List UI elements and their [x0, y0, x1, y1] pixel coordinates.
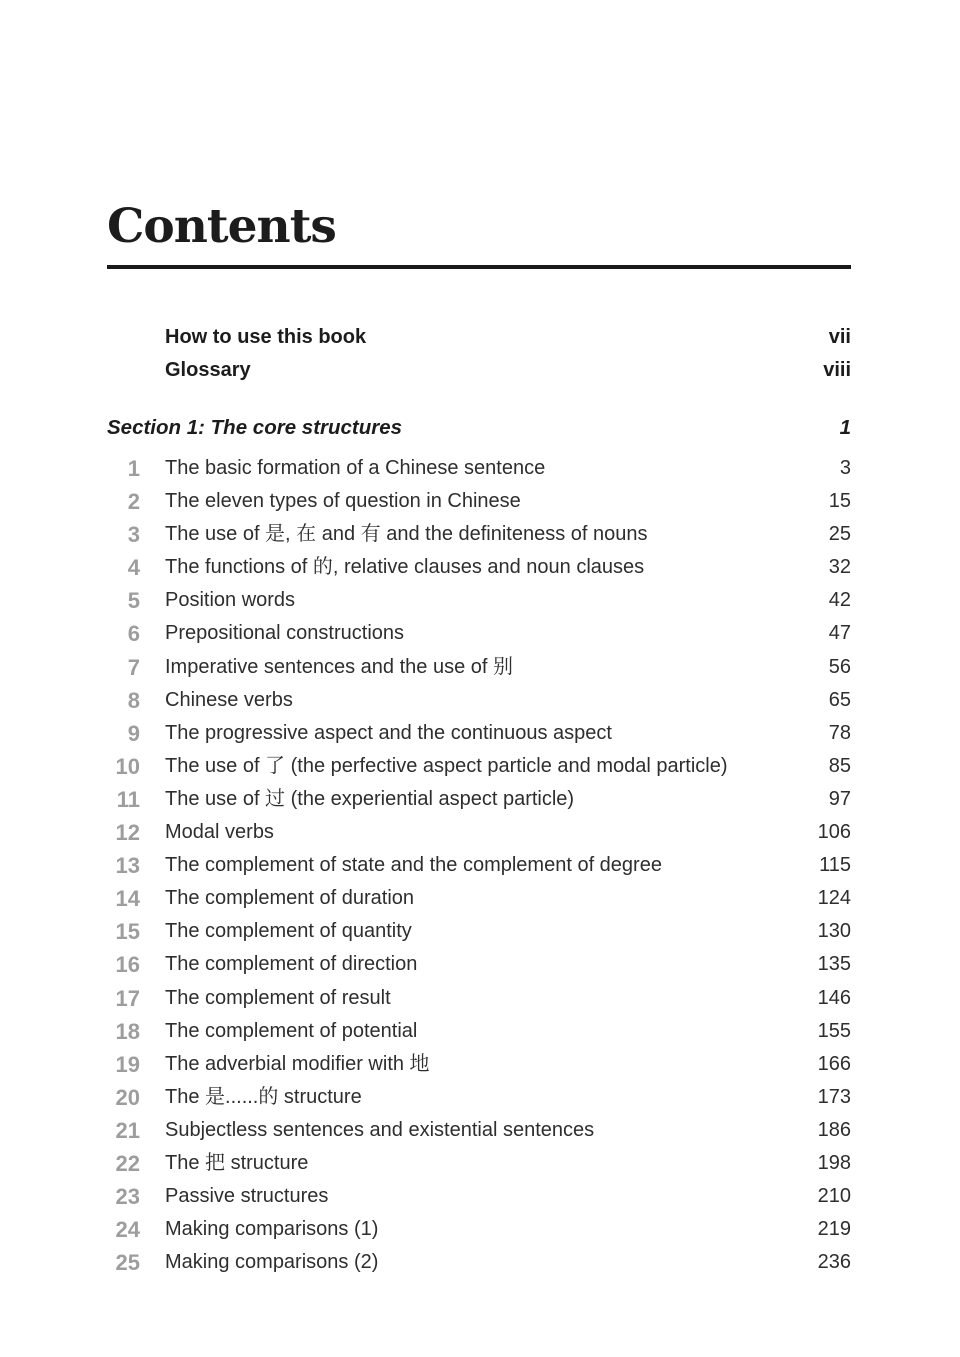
- chapter-number: 13: [115, 853, 140, 879]
- chapter-row: [107, 1213, 851, 1246]
- chapter-row: [107, 849, 851, 882]
- chapter-page-number: 78: [828, 721, 851, 744]
- chapter-page-number: 130: [817, 920, 851, 943]
- chapter-number: 11: [116, 786, 140, 812]
- chapter-row: [107, 1180, 851, 1213]
- chapter-page-number: 106: [817, 821, 851, 844]
- chapter-page-number: 173: [817, 1085, 851, 1108]
- chapter-row: [107, 948, 851, 981]
- chapter-row: [107, 882, 851, 915]
- chapter-row: [107, 1048, 851, 1081]
- chapter-page-number: 198: [817, 1151, 851, 1174]
- chapter-page-number: 124: [817, 887, 851, 910]
- chapter-page-number: 3: [839, 457, 851, 479]
- chapter-page-number: 155: [817, 1019, 851, 1042]
- chapter-page-number: 210: [817, 1185, 851, 1208]
- title-rule-divider: [107, 265, 851, 269]
- chapter-page-number: 146: [817, 986, 851, 1009]
- chapter-row: [107, 518, 851, 551]
- chapter-page-number: 219: [817, 1218, 851, 1241]
- chapter-number: 12: [115, 820, 140, 846]
- chapter-page-number: 135: [817, 953, 851, 976]
- chapter-title: The complement of result: [165, 986, 391, 1009]
- chapter-title: The complement of state and the complement of degree: [165, 854, 662, 877]
- chapter-title: Subjectless sentences and existential sentences: [165, 1118, 595, 1141]
- chapter-number: 25: [115, 1250, 140, 1276]
- chapter-title: Imperative sentences and the use of 别: [165, 655, 513, 678]
- chapter-row: [107, 651, 851, 684]
- chapter-row: [107, 485, 851, 518]
- chapter-number: 20: [115, 1084, 140, 1110]
- chapter-title: Making comparisons (1): [165, 1218, 379, 1241]
- chapter-title: The progressive aspect and the continuous aspect: [165, 721, 612, 744]
- chapter-number: 1: [127, 456, 140, 481]
- chapter-number: 9: [127, 720, 140, 746]
- chapter-title: The complement of potential: [165, 1019, 418, 1042]
- chapter-title: Position words: [165, 589, 296, 612]
- chapter-page-number: 65: [828, 688, 851, 711]
- chapter-title: The use of 了 (the perfective aspect particle and modal particle): [165, 754, 728, 777]
- chapter-number: 19: [115, 1051, 140, 1077]
- chapter-list: [107, 452, 851, 1279]
- chapter-row: [107, 816, 851, 849]
- chapter-page-number: 166: [817, 1052, 851, 1075]
- chapter-row: [107, 617, 851, 650]
- chapter-row: [107, 1015, 851, 1048]
- chapter-row: [107, 1246, 851, 1279]
- chapter-page-number: 85: [828, 754, 851, 777]
- chapter-row: [107, 452, 851, 485]
- chapter-title: The complement of duration: [165, 887, 415, 910]
- front-matter-row: [107, 321, 851, 354]
- section-heading-row: [107, 411, 851, 445]
- chapter-title: The functions of 的, relative clauses and noun clauses: [165, 556, 645, 579]
- chapter-row: [107, 1147, 851, 1180]
- front-matter-page-number: vii: [828, 326, 851, 348]
- chapter-row: [107, 551, 851, 584]
- chapter-page-number: 97: [828, 787, 851, 810]
- chapter-row: [107, 982, 851, 1015]
- chapter-title: Prepositional constructions: [165, 622, 405, 645]
- chapter-title: The use of 过 (the experiential aspect particle): [165, 787, 575, 810]
- chapter-number: 2: [127, 489, 140, 515]
- chapter-row: [107, 1081, 851, 1114]
- chapter-page-number: 42: [828, 589, 851, 612]
- front-matter-list: [107, 321, 851, 387]
- chapter-number: 16: [115, 952, 140, 978]
- chapter-title: Modal verbs: [165, 821, 274, 844]
- section-page-number: 1: [839, 416, 851, 439]
- chapter-number: 8: [127, 687, 140, 713]
- front-matter-label: Glossary: [165, 359, 251, 381]
- chapter-number: 15: [115, 919, 140, 945]
- chapter-row: [107, 915, 851, 948]
- chapter-number: 22: [115, 1150, 140, 1176]
- chapter-number: 10: [115, 753, 140, 779]
- chapter-number: 14: [115, 886, 140, 912]
- chapter-row: [107, 783, 851, 816]
- chapter-row: [107, 584, 851, 617]
- front-matter-page-number: viii: [823, 359, 851, 381]
- chapter-page-number: 25: [828, 523, 851, 546]
- chapter-number: 24: [115, 1217, 140, 1243]
- chapter-page-number: 47: [828, 622, 851, 645]
- chapter-number: 5: [127, 588, 140, 614]
- chapter-page-number: 115: [819, 854, 851, 877]
- front-matter-label: How to use this book: [165, 326, 367, 348]
- chapter-title: The use of 是, 在 and 有 and the definiteness of nouns: [165, 523, 648, 546]
- chapter-number: 17: [115, 985, 140, 1011]
- chapter-title: The basic formation of a Chinese sentence: [165, 457, 546, 479]
- chapter-title: Passive structures: [165, 1185, 329, 1208]
- chapter-number: 4: [127, 555, 140, 581]
- chapter-title: The 把 structure: [165, 1151, 309, 1174]
- chapter-page-number: 32: [828, 556, 851, 579]
- chapter-page-number: 186: [817, 1118, 851, 1141]
- chapter-title: The adverbial modifier with 地: [165, 1052, 430, 1075]
- chapter-title: Chinese verbs: [165, 688, 293, 711]
- chapter-title: The complement of quantity: [165, 920, 412, 943]
- chapter-number: 7: [127, 654, 140, 680]
- page-title: Contents: [107, 199, 336, 254]
- chapter-page-number: 15: [828, 490, 851, 513]
- chapter-number: 3: [127, 522, 140, 548]
- chapter-title: The 是......的 structure: [165, 1085, 362, 1108]
- front-matter-row: [107, 354, 851, 387]
- chapter-page-number: 236: [817, 1251, 851, 1274]
- chapter-page-number: 56: [828, 655, 851, 678]
- chapter-row: [107, 717, 851, 750]
- chapter-title: Making comparisons (2): [165, 1251, 379, 1274]
- chapter-number: 6: [127, 621, 140, 647]
- contents-block: [107, 199, 851, 1279]
- chapter-row: [107, 1114, 851, 1147]
- chapter-number: 23: [115, 1184, 140, 1210]
- chapter-row: [107, 684, 851, 717]
- chapter-title: The complement of direction: [165, 953, 418, 976]
- section-label: Section 1: The core structures: [107, 416, 403, 439]
- chapter-number: 21: [115, 1117, 140, 1143]
- chapter-title: The eleven types of question in Chinese: [165, 490, 521, 513]
- chapter-number: 18: [115, 1018, 140, 1044]
- chapter-row: [107, 750, 851, 783]
